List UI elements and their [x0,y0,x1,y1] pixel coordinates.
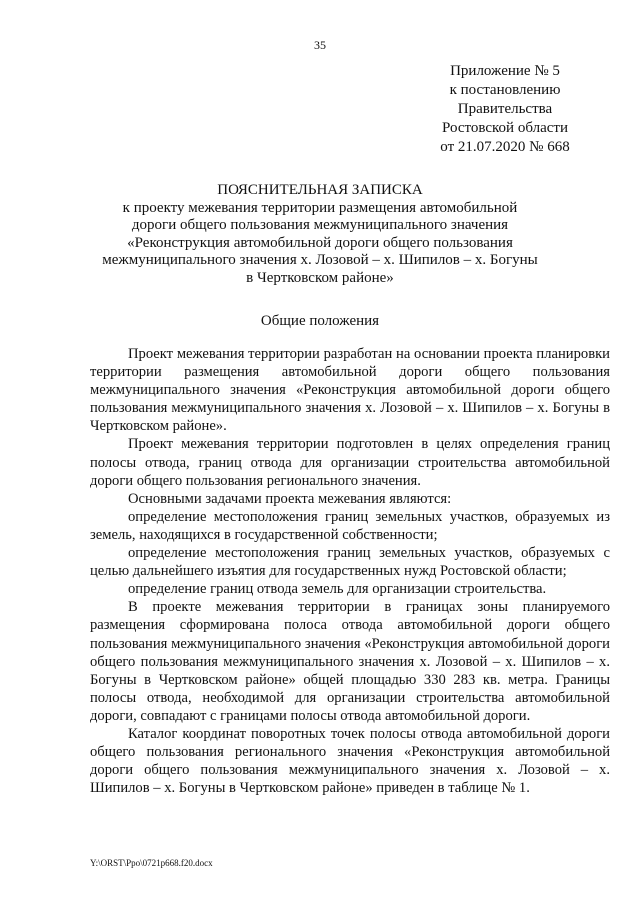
appendix-line: Ростовской области [442,120,568,136]
document-title-block [100,182,540,287]
paragraph: Проект межевания территории подготовлен в целях определения границ полосы отвода, границ отвода для организации строительства автомобильной дороги общего пользования регионального значения. [90,436,610,489]
appendix-line: к постановлению [449,82,561,98]
paragraph: определение местоположения границ земельных участков, образуемых с целью дальнейшего изъятия для государственных нужд Ростовской области; [90,545,610,580]
appendix-line: от 21.07.2020 № 668 [440,139,570,155]
document-subtitle: к проекту межевания территории размещения автомобильной дороги общего пользования межмуниципального значения «Реконструкция автомобильной дороги общего пользования межмуниципального значения х. Лозовой – х. Шипилов – х. Богуны в Чертковском районе» [102,199,538,286]
paragraph: Основными задачами проекта межевания являются: [128,490,452,507]
appendix-reference [420,62,590,157]
section-heading: Общие положения [260,313,380,329]
paragraph: определение границ отвода земель для организации строительства. [128,581,547,598]
paragraph: определение местоположения границ земельных участков, образуемых из земель, находящихся в государственной собственности; [90,508,610,543]
page-number: 35 [314,38,326,52]
appendix-line: Правительства [457,101,553,117]
footer-file-path: Y:\ORST\Ppo\0721p668.f20.docx [90,858,213,868]
appendix-line: Приложение № 5 [450,63,560,79]
paragraph: Каталог координат поворотных точек полосы отвода автомобильной дороги общего пользования регионального значения «Реконструкция автомобильной дороги общего пользования межмуниципального значения х. Лозовой – х. Шипилов – х. Богуны в Чертковском районе» приведен в таблице № 1. [90,725,610,797]
body-text [90,345,610,797]
paragraph: Проект межевания территории разработан на основании проекта планировки территории размещения автомобильной дороги общего пользования межмуниципального значения «Реконструкция автомобильной дороги общего пользования межмуниципального значения х. Лозовой – х. Шипилов – х. Богуны в Чертковском районе». [90,346,610,435]
paragraph: В проекте межевания территории в границах зоны планируемого размещения сформирована полоса отвода автомобильной дороги общего пользования межмуниципального значения «Реконструкция автомобильной дороги общего пользования межмуниципального значения х. Лозовой – х. Шипилов – х. Богуны в Чертковском районе» общей площадью 330 283 кв. метра. Границы полосы отвода, необходимой для организации строительства автомобильной дороги, совпадают с границами полосы отвода автомобильной дороги. [90,599,610,724]
document-title: ПОЯСНИТЕЛЬНАЯ ЗАПИСКА [217,182,423,198]
